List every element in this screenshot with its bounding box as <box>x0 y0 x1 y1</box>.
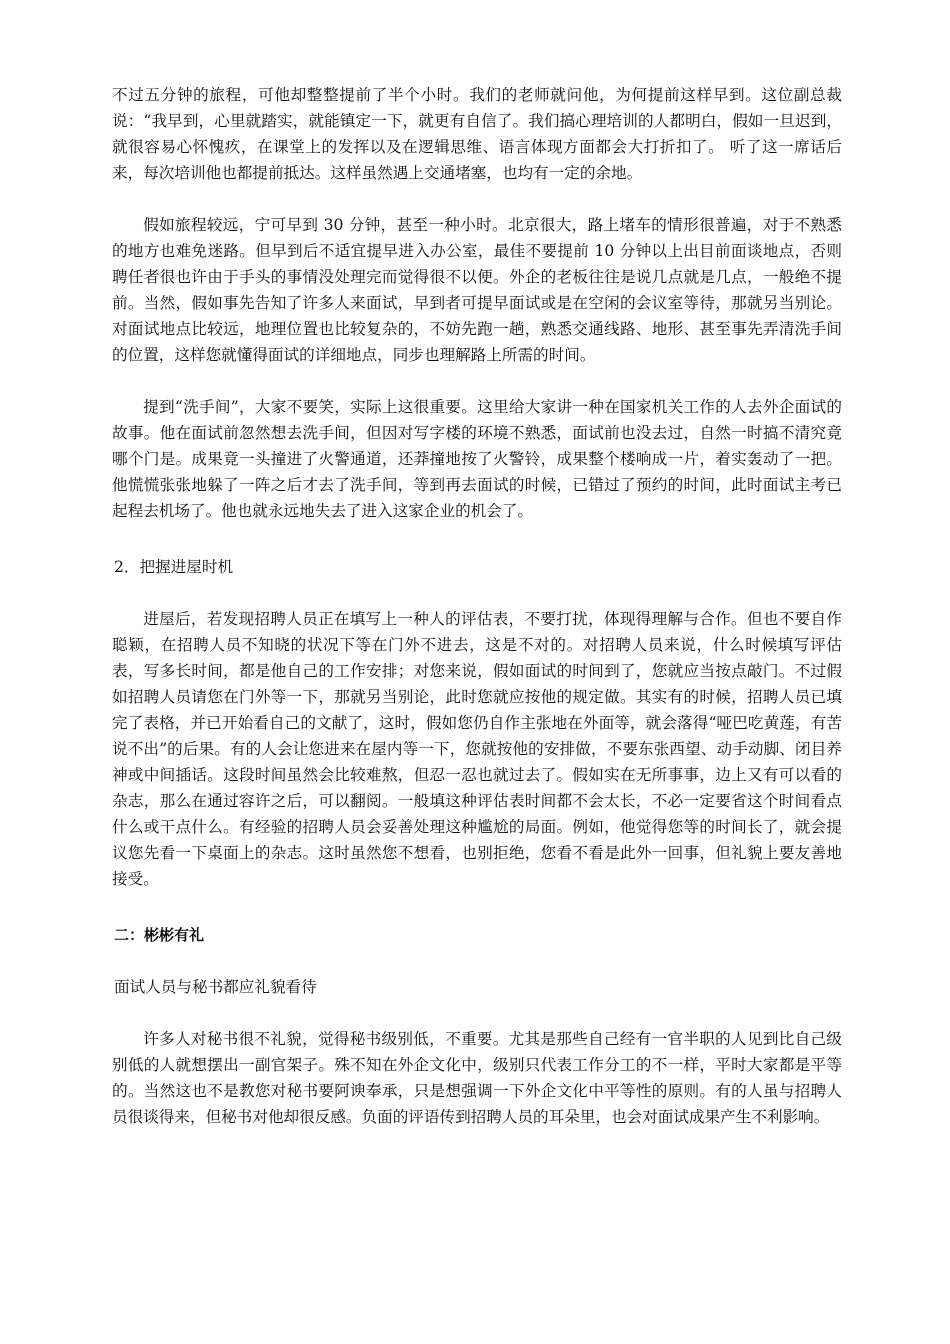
section-heading-enter-timing: 2．把握进屋时机 <box>114 558 234 576</box>
paragraph-secretary: 许多人对秘书很不礼貌，觉得秘书级别低，不重要。尤其是那些自己经有一官半职的人见到比自己级别低的人就想摆出一副官架子。殊不知在外企文化中，级别只代表工作分工的不一样，平时大家都是平等的。当然这也不是教您对秘书要阿谀奉承，只是想强调一下外企文化中平等性的原则。有的人虽与招聘人员很谈得来，但秘书对他却很反感。负面的评语传到招聘人员的耳朵里，也会对面试成果产生不利影响。 <box>112 1030 842 1126</box>
paragraph-enter-timing: 进屋后，若发现招聘人员正在填写上一种人的评估表，不要打扰，体现得理解与合作。但也不要自作聪颖，在招聘人员不知晓的状况下等在门外不进去，这是不对的。对招聘人员来说，什么时候填写评估表，写多长时间，都是他自己的工作安排；对您来说，假如面试的时间到了，您就应当按点敲门。不过假如招聘人员请您在门外等一下，那就另当别论，此时您就应按他的规定做。其实有的时候，招聘人员已填完了表格，并已开始看自己的文献了，这时，假如您仍自作主张地在外面等，就会落得“哑巴吃黄莲，有苦说不出”的后果。有的人会让您进来在屋内等一下，您就按他的安排做，不要东张西望、动手动脚、闭目养神或中间插话。这段时间虽然会比较难熬，但忍一忍也就过去了。假如实在无所事事，边上又有可以看的杂志，那么在通过容许之后，可以翻阅。一般填这种评估表时间都不会太长，不必一定要省这个时间看点什么或干点什么。有经验的招聘人员会妥善处理这种尴尬的局面。例如，他觉得您等的时间长了，就会提议您先看一下桌面上的杂志。这时虽然您不想看，也别拒绝，您看不看是此外一回事，但礼貌上要友善地接受。 <box>112 610 842 888</box>
paragraph-long-journey: 假如旅程较远，宁可早到 30 分钟，甚至一种小时。北京很大，路上堵车的情形很普遍，对于不熟悉的地方也难免迷路。但早到后不适宜提早进入办公室，最佳不要提前 10 分钟以上出目前面谈地点，否则聘任者很也许由于手头的事情没处理完而觉得很不以便。外企的老板往往是说几点就是几点，一般绝不提前。当然，假如事先告知了许多人来面试，早到者可提早面试或是在空闲的会议室等待，那就另当别论。对面试地点比较远，地理位置也比较复杂的，不妨先跑一趟，熟悉交通线路、地形、甚至事先弄清洗手间的位置，这样您就懂得面试的详细地点，同步也理解路上所需的时间。 <box>112 216 842 364</box>
paragraph-early-arrival: 不过五分钟的旅程，可他却整整提前了半个小时。我们的老师就问他，为何提前这样早到。这位副总裁说：“我早到，心里就踏实，就能镇定一下，就更有自信了。我们搞心理培训的人都明白，假如一旦迟到，就很容易心怀愧疚，在课堂上的发挥以及在逻辑思维、语言体现方面都会大打折扣了。 听了这一席话后来，每次培训他也都提前抵达。这样虽然遇上交通堵塞，也均有一定的余地。 <box>112 86 842 182</box>
document-page <box>112 82 842 1156</box>
section-heading-courtesy: 二：彬彬有礼 <box>114 926 205 944</box>
paragraph-restroom-story: 提到“洗手间”，大家不要笑，实际上这很重要。这里给大家讲一种在国家机关工作的人去外企面试的故事。他在面试前忽然想去洗手间，但因对写字楼的环境不熟悉，面试前也没去过，自然一时搞不清究竟哪个门是。成果竟一头撞进了火警通道，还莽撞地按了火警铃，成果整个楼响成一片，着实轰动了一把。他慌慌张张地躲了一阵之后才去了洗手间，等到再去面试的时候，已错过了预约的时间，此时面试主考已起程去机场了。他也就永远地失去了进入这家企业的机会了。 <box>112 398 842 520</box>
section-subheading-secretary: 面试人员与秘书都应礼貌看待 <box>114 978 317 996</box>
